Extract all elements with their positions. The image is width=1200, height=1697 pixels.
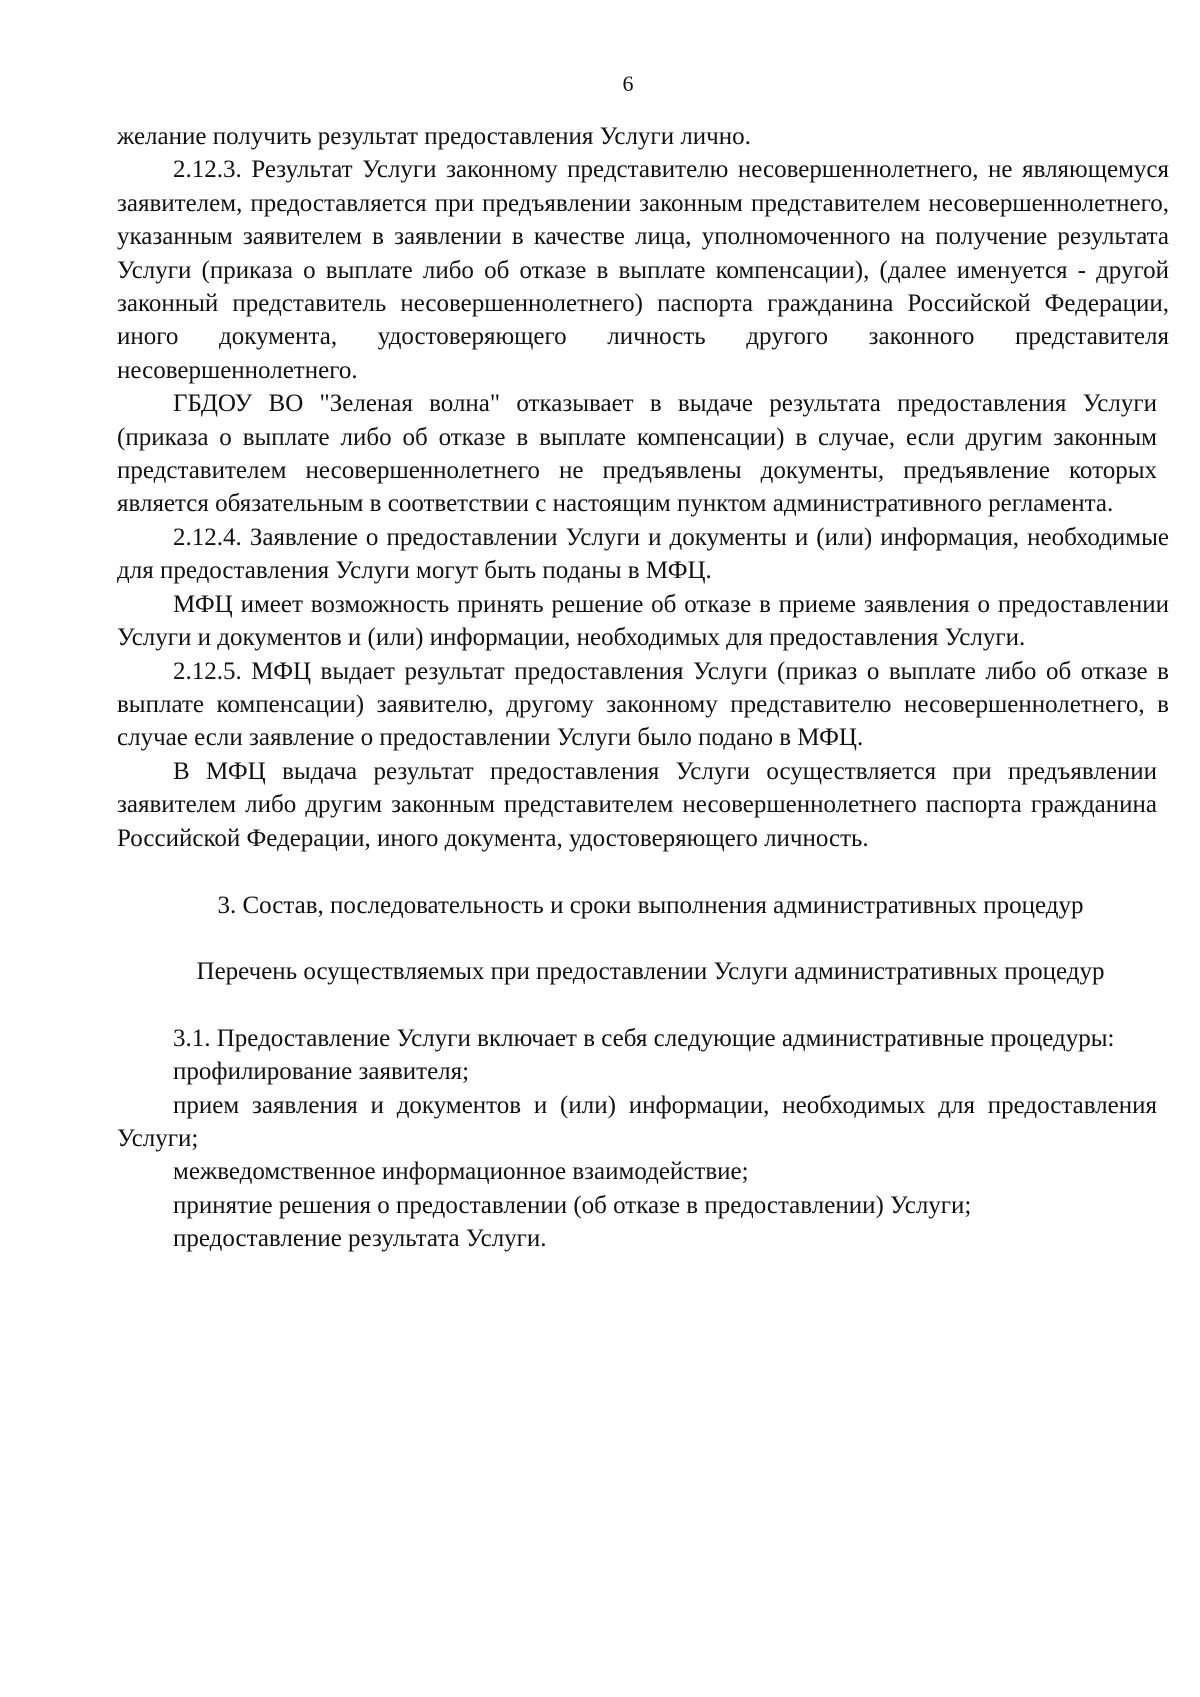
spacer	[117, 855, 1169, 889]
spacer	[117, 922, 1169, 955]
section-heading: 3. Состав, последовательность и сроки выполнения административных процедур	[217, 891, 1084, 919]
paragraph-mfc-issuance: В МФЦ выдача результат предоставления Услуги осуществляется при предъявлении заявителем либо другим законным представителем несовершеннолетнего паспорта гражданина Российской Федерации, иного документа, удостоверяющего личность.	[117, 757, 1157, 852]
subsection-heading: Перечень осуществляемых при предоставлении Услуги административных процедур	[196, 958, 1105, 986]
procedure-item: профилирование заявителя;	[173, 1058, 470, 1086]
procedure-item: межведомственное информационное взаимодействие;	[173, 1158, 749, 1186]
paragraph-3-1: 3.1. Предоставление Услуги включает в себя следующие административные процедуры:	[173, 1024, 1115, 1052]
paragraph-continuation: желание получить результат предоставления Услуги лично.	[117, 123, 751, 150]
procedure-item: прием заявления и документов и (или) информации, необходимых для предоставления Услуги;	[117, 1091, 1157, 1152]
page-number: 6	[622, 71, 634, 96]
spacer	[117, 989, 1169, 1022]
paragraph-2-12-5: 2.12.5. МФЦ выдает результат предоставления Услуги (приказ о выплате либо об отказе в выплате компенсации) заявителю, другому законному представителю несовершеннолетнего, в случае если заявление о предоставлении Услуги было подано в МФЦ.	[117, 657, 1169, 752]
document-body	[117, 120, 1169, 1256]
procedure-item: предоставление результата Услуги.	[173, 1225, 547, 1253]
paragraph-refusal: ГБДОУ ВО "Зеленая волна" отказывает в выдаче результата предоставления Услуги (приказа о выплате либо об отказе в выплате компенсации) в случае, если другим законным представителем несовершеннолетнего не предъявлены документы, предъявление которых является обязательным в соответствии с настоящим пунктом административного регламента.	[117, 390, 1157, 518]
paragraph-2-12-4: 2.12.4. Заявление о предоставлении Услуги и документы и (или) информация, необходимые для предоставления Услуги могут быть поданы в МФЦ.	[117, 523, 1169, 585]
paragraph-mfc-refusal: МФЦ имеет возможность принять решение об отказе в приеме заявления о предоставлении Услуги и документов и (или) информации, необходимых для предоставления Услуги.	[117, 590, 1169, 652]
paragraph-2-12-3: 2.12.3. Результат Услуги законному представителю несовершеннолетнего, не являющемуся заявителем, предоставляется при предъявлении законным представителем несовершеннолетнего, указанным заявителем в заявлении в качестве лица, уполномоченного на получение результата Услуги (приказа о выплате либо об отказе в выплате компенсации), (далее именуется - другой законный представитель несовершеннолетнего) паспорта гражданина Российской Федерации, иного документа, удостоверяющего личность другого законного представителя несовершеннолетнего.	[117, 156, 1169, 384]
procedure-item: принятие решения о предоставлении (об отказе в предоставлении) Услуги;	[173, 1191, 972, 1219]
